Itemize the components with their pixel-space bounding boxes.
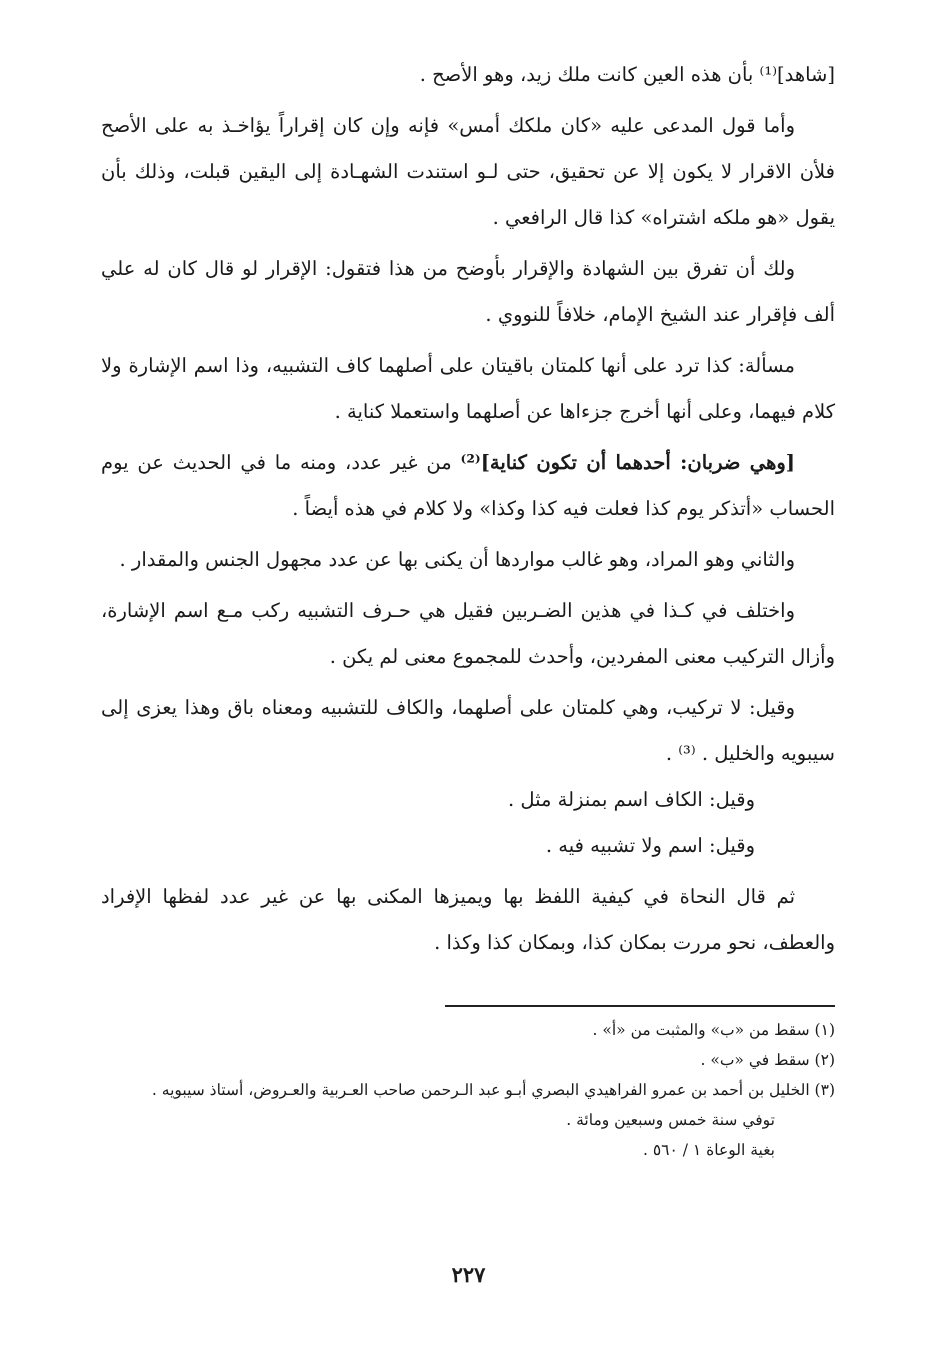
paragraph-5 [101, 440, 835, 532]
subline-1: وقيل: الكاف اسم بمنزلة مثل . [507, 788, 755, 811]
page-number: ٢٢٧ [451, 1262, 486, 1287]
footnote-separator [445, 1005, 835, 1007]
footnote-3-line-3: بغية الوعاة ١ / ٥٦٠ . [642, 1141, 775, 1159]
footnote-3: (٣) الخليل بن أحمد بن عمرو الفراهيدي البصري أبـو عبد الـرحمن صاحب العـربية والعـروض، أستاذ سيبويه . [151, 1081, 835, 1099]
footnote-2: (٢) سقط في «ب» . [700, 1051, 835, 1069]
footnote-1: (١) سقط من «ب» والمثبت من «أ» . [592, 1021, 835, 1039]
paragraph-1: [شاهد]⁽¹⁾ بأن هذه العين كانت ملك زيد، وهو الأصح . [419, 63, 835, 86]
paragraph-9: ثم قال النحاة في كيفية اللفظ بها ويميزها المكنى بها عن غير عدد لفظها الإفراد والعطف، نحو مررت بمكان كذا، وبمكان كذا وكذا . [101, 885, 835, 954]
paragraph-5-rest: من غير عدد، ومنه ما في الحديث عن يوم الحساب «أتذكر يوم كذا فعلت فيه كذا وكذا» ولا كلام في هذه أيضاً . [101, 451, 835, 520]
paragraph-7: واختلف في كـذا في هذين الضـربين فقيل هي حـرف التشبيه ركب مـع اسم الإشارة، وأزال التركيب معنى المفردين، وأحدث للمجموع معنى لم يكن . [101, 599, 835, 668]
paragraph-8: وقيل: لا تركيب، وهي كلمتان على أصلهما، والكاف للتشبيه ومعناه باق وهذا يعزى إلى سيبويه والخليل . ⁽³⁾ . [101, 696, 835, 765]
subline-2: وقيل: اسم ولا تشبيه فيه . [545, 834, 755, 857]
footnotes [101, 1015, 835, 1165]
footnote-3-line-2: توفي سنة خمس وسبعين ومائة . [566, 1111, 775, 1129]
paragraph-5-bold: [وهي ضربان: أحدهما أن تكون كناية]⁽²⁾ [460, 451, 795, 474]
paragraph-6: والثاني وهو المراد، وهو غالب مواردها أن يكنى بها عن عدد مجهول الجنس والمقدار . [119, 548, 795, 571]
paragraph-4: مسألة: كذا ترد على أنها كلمتان باقيتان على أصلهما كاف التشبيه، وذا اسم الإشارة ولا كلام فيهما، وعلى أنها أخرج جزءاها عن أصلهما واستعملا كناية . [101, 354, 835, 423]
paragraph-2: وأما قول المدعى عليه «كان ملكك أمس» فإنه وإن كان إقراراً يؤاخـذ به على الأصح فلأن الاقرار لا يكون إلا عن تحقيق، حتى لـو استندت الشهـادة إلى اليقين قبلت، وذلك بأن يقول «هو ملكه اشتراه» كذا قال الرافعي . [101, 114, 835, 229]
main-text [101, 52, 835, 971]
paragraph-3: ولك أن تفرق بين الشهادة والإقرار بأوضح من هذا فتقول: الإقرار لو قال كان له علي ألف فإقرار عند الشيخ الإمام، خلافاً للنووي . [101, 257, 835, 326]
